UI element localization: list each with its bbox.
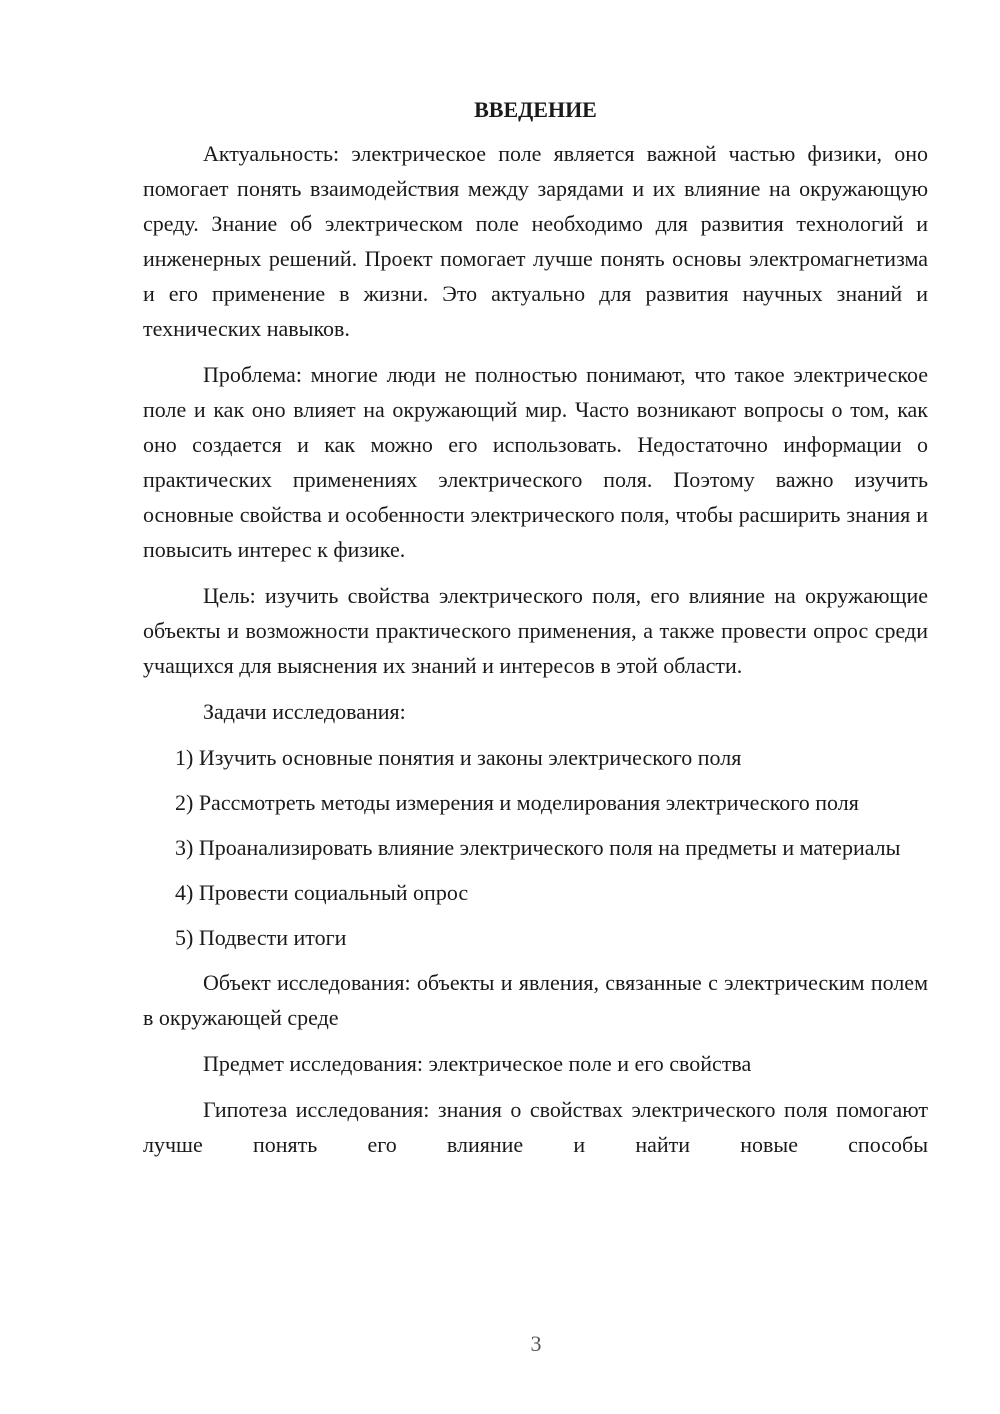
page-title: ВВЕДЕНИЕ <box>474 97 597 122</box>
task-item-2: 2) Рассмотреть методы измерения и моделирования электрического поля <box>175 790 859 815</box>
subject-paragraph: Предмет исследования: электрическое поле и его свойства <box>203 1051 752 1076</box>
page-number: 3 <box>530 1331 542 1356</box>
tasks-heading: Задачи исследования: <box>203 699 406 724</box>
problem-paragraph: Проблема: многие люди не полностью понимают, что такое электрическое поле и как оно влияет на окружающий мир. Часто возникают вопросы о том, как оно создается и как можно его использовать. Недостаточно информации о практических применениях электрического поля. Поэтому важно изучить основные свойства и особенности электрического поля, чтобы расширить знания и повысить интерес к физике. <box>143 362 928 562</box>
hypothesis-paragraph: Гипотеза исследования: знания о свойствах электрического поля помогают лучше понять его влияние и найти новые способы <box>143 1097 928 1157</box>
task-item-5: 5) Подвести итоги <box>175 925 347 950</box>
goal-paragraph: Цель: изучить свойства электрического поля, его влияние на окружающие объекты и возможности практического применения, а также провести опрос среди учащихся для выяснения их знаний и интересов в этой области. <box>143 583 928 678</box>
task-item-3: 3) Проанализировать влияние электрического поля на предметы и материалы <box>175 835 901 860</box>
document-page <box>143 92 928 1162</box>
relevance-paragraph: Актуальность: электрическое поле является важной частью физики, оно помогает понять взаимодействия между зарядами и их влияние на окружающую среду. Знание об электрическом поле необходимо для развития технологий и инженерных решений. Проект помогает лучше понять основы электромагнетизма и его применение в жизни. Это актуально для развития научных знаний и технических навыков. <box>143 141 928 341</box>
task-item-1: 1) Изучить основные понятия и законы электрического поля <box>175 745 742 770</box>
task-item-4: 4) Провести социальный опрос <box>175 880 469 905</box>
object-paragraph: Объект исследования: объекты и явления, связанные с электрическим полем в окружающей среде <box>143 970 928 1030</box>
